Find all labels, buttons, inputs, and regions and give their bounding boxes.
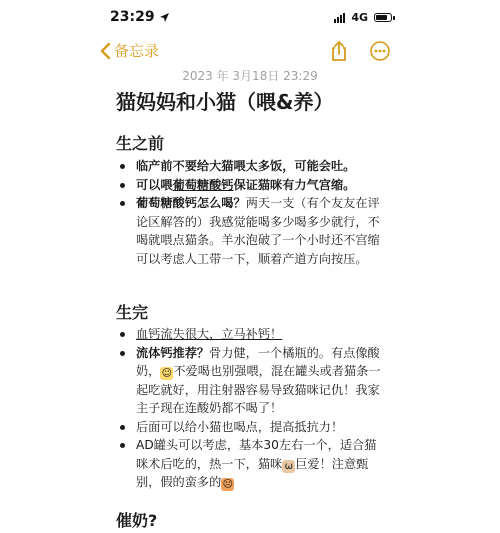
status-bar <box>0 0 500 36</box>
list-item <box>116 325 384 344</box>
clock-time: 23:29 <box>110 9 155 25</box>
battery-level <box>376 15 387 20</box>
back-button-label: 备忘录 <box>114 42 160 60</box>
item-text-underlined: 血钙流失很大，立马补钙！ <box>136 327 283 341</box>
note-title: 猫妈妈和小猫（喂&养） <box>116 90 334 114</box>
more-button[interactable] <box>369 40 391 62</box>
item-question: 葡萄糖酸钙怎么喝？ <box>136 196 246 210</box>
navigation-bar <box>0 36 500 68</box>
item-text: 后面可以给小猫也喝点，提高抵抗力！ <box>136 419 344 434</box>
item-text: 不爱喝也别强喂，混在罐头或者猫条一起吃就好，用注射器容易导致猫咪记仇！我家主子现在连酸奶都不喝了！ <box>136 364 381 415</box>
item-text: 两天一支（有个友友在评论区解答的）我感觉能喝多少喝多少就行，不喝就喂点猫条。羊水泡破了一个小时还不宫缩可以考虑人工带一下，顺着产道方向按压。 <box>136 196 380 266</box>
status-indicators <box>334 11 392 24</box>
location-arrow-icon <box>159 12 170 23</box>
list-item <box>116 418 384 437</box>
list-item <box>116 176 384 195</box>
after-birth-list <box>116 325 384 492</box>
item-text: AD罐头可以考虑，基本30左右一个，适合猫咪术后吃的，热一下，猫咪 <box>136 438 377 471</box>
list-item <box>116 344 384 418</box>
section-heading-lactation: 催奶? <box>116 511 158 530</box>
more-icon <box>369 40 391 62</box>
cat-emoji-icon: ω <box>282 460 295 473</box>
item-text: 可以喂 <box>136 177 173 192</box>
share-icon <box>328 40 350 62</box>
status-time <box>110 9 170 25</box>
back-button[interactable] <box>100 40 159 61</box>
item-text: 骨力健，一个橘瓶的。有点像酸奶， <box>136 345 380 378</box>
list-item <box>116 194 384 268</box>
cat-face-emoji-icon: ☺ <box>161 368 173 379</box>
item-text-underlined: 葡萄糖酸钙 <box>172 177 234 192</box>
cellular-signal-icon <box>334 13 345 23</box>
section-heading-after-birth: 生完 <box>116 303 149 322</box>
note-date: 2023 年 3月18日 23:29 <box>182 69 318 83</box>
battery-icon <box>374 13 392 22</box>
facepalm-emoji-icon: ☹ <box>222 479 234 490</box>
network-type: 4G <box>351 11 368 24</box>
item-text: 巨爱！注意甄别，假的蛮多的 <box>136 456 369 489</box>
note-body[interactable] <box>116 86 416 530</box>
item-question: 流体钙推荐？ <box>136 345 210 360</box>
share-button[interactable] <box>328 40 350 62</box>
list-item <box>116 157 384 176</box>
list-item <box>116 436 384 492</box>
item-text: 临产前不要给大猫喂太多饭，可能会吐。 <box>136 159 356 173</box>
chevron-left-icon <box>100 42 112 60</box>
section-heading-before-birth: 生之前 <box>116 134 165 153</box>
item-text: 保证猫咪有力气宫缩。 <box>233 177 356 192</box>
before-birth-list <box>116 157 384 268</box>
